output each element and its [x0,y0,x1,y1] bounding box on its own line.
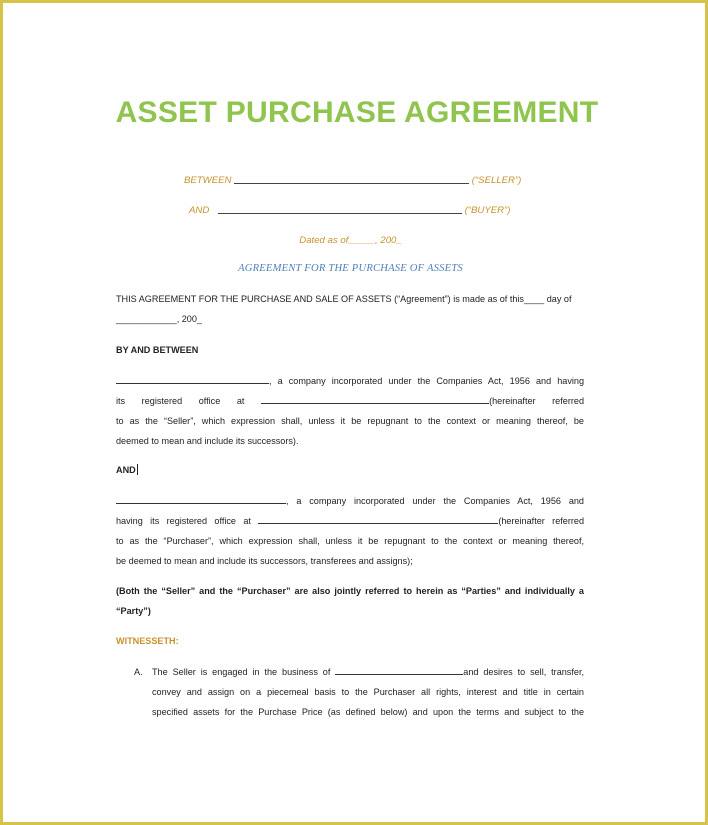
seller-line-2: its registered office at (hereinafter referred [116,396,584,406]
purchaser-line-2: having its registered office at (hereinafter referred [116,516,585,526]
intro-line-2: ____________, 200_ [116,314,202,324]
purchaser-line-3: to as the “Purchaser”, which expression shall, unless it be repugnant to the context or meaning thereof, [116,536,584,546]
seller-paragraph [116,371,584,451]
purchaser-company-blank[interactable] [116,494,286,504]
clause-a-line-3: specified assets for the Purchase Price (as defined below) and upon the terms and subject to the [152,707,584,717]
text-cursor [137,464,138,475]
clause-a-line-2: convey and assign on a piecemeal basis to the Purchaser all rights, interest and title in certain [152,687,584,697]
seller-name-blank[interactable] [234,183,469,184]
intro-paragraph [116,289,584,329]
purchaser-paragraph [116,491,584,571]
buyer-line [189,205,510,216]
purchaser-line-1: , a company incorporated under the Companies Act, 1956 and [116,491,584,511]
seller-tag: (“SELLER”) [471,175,522,186]
seller-line-4: deemed to mean and include its successors). [116,436,299,446]
witnesseth-heading: WITNESSETH: [116,636,179,646]
seller-office-blank[interactable] [261,394,489,404]
clause-a-line-1: A. The Seller is engaged in the business of and desires to sell, transfer, [134,662,584,682]
agreement-subtitle: AGREEMENT FOR THE PURCHASE OF ASSETS [238,263,463,274]
and-heading: AND [116,465,136,475]
clause-a-marker: A. [134,667,143,677]
dated-line: Dated as of_____, 200_ [299,235,402,246]
parties-note-line-2: “Party”) [116,606,151,616]
purchaser-office-blank[interactable] [258,514,498,524]
seller-line-1: , a company incorporated under the Companies Act, 1956 and having [116,371,584,391]
purchaser-line-4: be deemed to mean and include its successors, transferees and assigns); [116,556,413,566]
intro-line-1: THIS AGREEMENT FOR THE PURCHASE AND SALE OF ASSETS (“Agreement”) is made as of this____ day of [116,294,572,304]
document-title: ASSET PURCHASE AGREEMENT [115,96,599,129]
seller-line-3: to as the “Seller”, which expression shall, unless it be repugnant to the context or meaning thereof, be [116,416,584,426]
buyer-tag: (“BUYER”) [464,205,511,216]
buyer-name-blank[interactable] [218,213,462,214]
and-label: AND [189,205,210,216]
business-blank[interactable] [335,665,463,675]
by-and-between-heading: BY AND BETWEEN [116,345,199,355]
clause-a [134,662,584,722]
seller-line [184,175,521,186]
parties-note [116,581,584,621]
seller-company-blank[interactable] [116,374,269,384]
parties-note-line-1: (Both the “Seller” and the “Purchaser” are also jointly referred to herein as “Parties” and individually a [116,586,584,596]
between-label: BETWEEN [184,175,232,186]
